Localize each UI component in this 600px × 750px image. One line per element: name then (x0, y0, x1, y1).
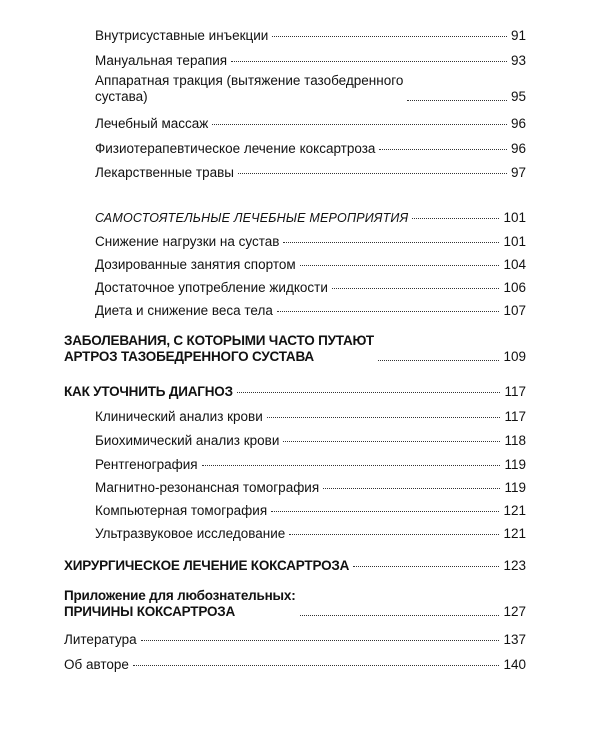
toc-entry-dosed-sports (95, 257, 526, 273)
toc-entry-title: Дозированные занятия спортом (95, 257, 296, 272)
toc-entry-title: Достаточное употребление жидкости (95, 280, 328, 295)
page-number: 96 (510, 141, 526, 156)
page-number: 137 (503, 632, 526, 647)
toc-entry-diet (95, 303, 526, 319)
dot-leader (300, 615, 500, 616)
toc-entry-radiography (95, 457, 526, 473)
toc-entry-title: Лечебный массаж (95, 116, 209, 131)
page-number: 127 (503, 604, 526, 619)
page-number: 104 (503, 257, 526, 272)
page-number: 107 (503, 303, 526, 318)
toc-entry-hardware-traction (95, 73, 526, 105)
toc-entry-ct (95, 503, 526, 519)
toc-entry-title: КАК УТОЧНИТЬ ДИАГНОЗ (64, 384, 233, 399)
toc-entry-title: Компьютерная томография (95, 503, 268, 518)
dot-leader (272, 36, 507, 37)
toc-entry-physiotherapy (95, 141, 526, 157)
page-number: 117 (504, 384, 526, 399)
page-number: 121 (503, 526, 526, 541)
toc-entry-title (95, 73, 403, 105)
page-number: 109 (503, 349, 526, 364)
page-number: 95 (510, 89, 526, 104)
page-number: 96 (510, 116, 526, 131)
toc-entry-title: Биохимический анализ крови (95, 433, 280, 448)
page-number: 121 (503, 503, 526, 518)
dot-leader (283, 441, 500, 442)
toc-entry-title (64, 588, 296, 620)
dot-leader (379, 149, 507, 150)
dot-leader (353, 566, 499, 567)
toc-entry-title: Рентгенография (95, 457, 198, 472)
dot-leader (332, 288, 500, 289)
page-number: 101 (503, 234, 526, 249)
page-number: 123 (503, 558, 526, 573)
toc-entry-title: Внутрисуставные инъекции (95, 28, 269, 43)
toc-entry-therapeutic-massage (95, 116, 526, 132)
dot-leader (289, 534, 499, 535)
dot-leader (133, 665, 500, 666)
dot-leader (231, 61, 507, 62)
page-number: 119 (504, 457, 526, 472)
toc-entry-title: Клинический анализ крови (95, 409, 263, 424)
page-number: 91 (510, 28, 526, 43)
toc-entry-biochem-blood (95, 433, 526, 449)
page-number: 119 (504, 480, 526, 495)
toc-entry-title: Литература (64, 632, 137, 647)
toc-entry-title-line: ЗАБОЛЕВАНИЯ, С КОТОРЫМИ ЧАСТО ПУТАЮТ (64, 333, 374, 348)
toc-entry-load-reduction (95, 234, 526, 250)
dot-leader (412, 218, 499, 219)
toc-entry-herbs (95, 165, 526, 181)
toc-entry-self-treatment (95, 210, 526, 226)
page-number: 117 (504, 409, 526, 424)
toc-entry-title: Об авторе (64, 657, 129, 672)
toc-entry-fluid-intake (95, 280, 526, 296)
dot-leader (277, 311, 500, 312)
toc-entry-title: САМОСТОЯТЕЛЬНЫЕ ЛЕЧЕБНЫЕ МЕРОПРИЯТИЯ (95, 211, 409, 225)
page-number: 93 (510, 53, 526, 68)
dot-leader (407, 100, 507, 101)
dot-leader (267, 417, 501, 418)
toc-entry-intra-articular-injections (95, 28, 526, 44)
dot-leader (141, 640, 500, 641)
toc-entry-title (64, 333, 374, 365)
dot-leader (300, 265, 500, 266)
toc-entry-title-line: сустава) (95, 89, 148, 104)
toc-entry-about-author (64, 657, 526, 673)
dot-leader (212, 124, 507, 125)
toc-entry-diagnosis (64, 384, 526, 400)
toc-entry-clinical-blood (95, 409, 526, 425)
toc-entry-title: Мануальная терапия (95, 53, 228, 68)
toc-entry-appendix (64, 588, 526, 620)
toc-entry-mri (95, 480, 526, 496)
toc-entry-title: Физиотерапевтическое лечение коксартроза (95, 141, 376, 156)
toc-entry-ultrasound (95, 526, 526, 542)
dot-leader (202, 465, 501, 466)
dot-leader (283, 242, 499, 243)
toc-entry-title-line: Приложение для любознательных: (64, 588, 296, 603)
toc-entry-title-line: Аппаратная тракция (вытяжение тазобедренного (95, 73, 404, 88)
toc-entry-title: Лекарственные травы (95, 165, 234, 180)
page-number: 118 (504, 433, 526, 448)
toc-entry-title: Снижение нагрузки на сустав (95, 234, 280, 249)
dot-leader (378, 360, 500, 361)
page-number: 97 (510, 165, 526, 180)
dot-leader (237, 392, 501, 393)
page-number: 101 (503, 210, 526, 225)
toc-entry-surgery (64, 558, 526, 574)
toc-entry-title: Магнитно-резонансная томография (95, 480, 320, 495)
toc-entry-title: ХИРУРГИЧЕСКОЕ ЛЕЧЕНИЕ КОКСАРТРОЗА (64, 558, 350, 573)
toc-entry-title: Диета и снижение веса тела (95, 303, 273, 318)
toc-entry-title: Ультразвуковое исследование (95, 526, 286, 541)
toc-entry-manual-therapy (95, 53, 526, 69)
dot-leader (271, 511, 499, 512)
toc-entry-confused-diseases (64, 333, 526, 365)
page-number: 106 (503, 280, 526, 295)
dot-leader (238, 173, 507, 174)
toc-entry-title-line: АРТРОЗ ТАЗОБЕДРЕННОГО СУСТАВА (64, 349, 314, 364)
toc-entry-title-line: ПРИЧИНЫ КОКСАРТРОЗА (64, 604, 236, 619)
dot-leader (323, 488, 500, 489)
page-number: 140 (503, 657, 526, 672)
toc-entry-literature (64, 632, 526, 648)
